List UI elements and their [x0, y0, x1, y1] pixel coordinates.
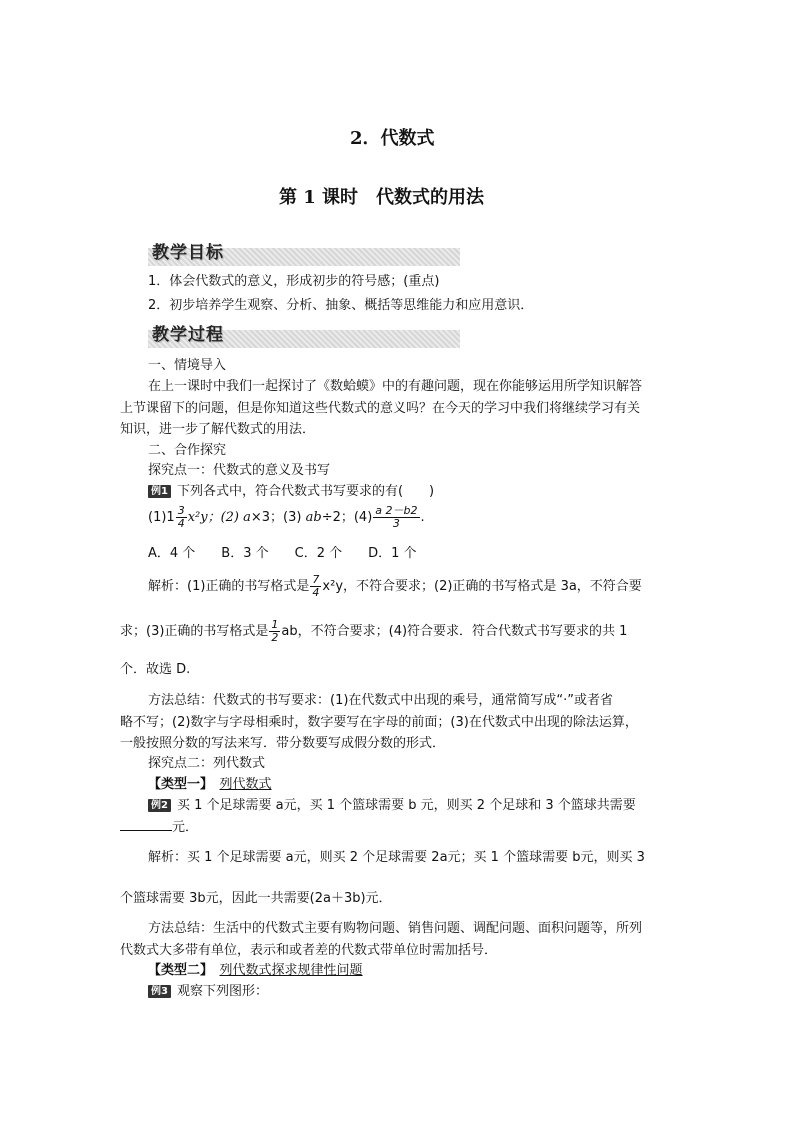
option1-denominator: 4 — [177, 517, 185, 530]
solution-text: 求；(3)正确的书写格式是 — [120, 624, 269, 639]
example2-solution-line: 解析：买 1 个足球需要 a元，则买 2 个足球需要 2a元；买 1 个篮球需要 b元，则买 3 — [148, 850, 645, 865]
type1-title: 列代数式 — [219, 777, 272, 792]
option3-rest: ÷2；(4) — [321, 510, 373, 525]
point1-heading: 探究点一：代数式的意义及书写 — [148, 463, 331, 478]
solution-fraction — [269, 619, 280, 644]
type2-heading — [148, 962, 363, 980]
method-summary-line: 方法总结：生活中的代数式主要有购物问题、销售问题、调配问题、面积问题等，所列 — [148, 921, 643, 936]
example2-badge: 例2 — [148, 799, 171, 812]
solution-denominator: 4 — [312, 586, 320, 599]
option1-numerator: 3 — [177, 504, 185, 517]
chapter-title: 2．代数式 — [350, 128, 435, 149]
solution-text: ab，不符合要求；(4)符合要求．符合代数式书写要求的共 1 — [281, 624, 628, 639]
goal-item: 1．体会代数式的意义，形成初步的符号感；(重点) — [148, 274, 440, 289]
solution-denominator: 2 — [271, 631, 279, 644]
example1-solution-line: 个．故选 D. — [120, 662, 191, 677]
example2-question-text: 买 1 个足球需要 a元，买 1 个篮球需要 b 元，则买 2 个足球和 3 个篮球共需要 — [176, 798, 636, 813]
example2-suffix: 元． — [172, 820, 199, 835]
solution-text: 解析：(1)正确的书写格式是 — [148, 579, 310, 594]
example3-question — [148, 983, 268, 1001]
example1-badge: 例1 — [148, 485, 171, 498]
goals-heading: 教学目标 — [152, 243, 224, 263]
intro-line: 上节课留下的问题，但是你知道这些代数式的意义吗？在今天的学习中我们将继续学习有关 — [120, 401, 641, 416]
intro-line: 知识，进一步了解代数式的用法． — [120, 422, 316, 437]
option2-rest: ×3；(3) — [250, 510, 306, 525]
type2-title: 列代数式探求规律性问题 — [219, 963, 363, 978]
option1-fraction — [176, 505, 187, 530]
type2-label: 【类型二】 — [148, 963, 207, 978]
example1-solution-line — [148, 574, 642, 599]
option4-numerator: a 2－b2 — [375, 504, 418, 517]
example1-choices: A．4 个 B．3 个 C．2 个 D．1 个 — [148, 546, 417, 561]
point2-heading: 探究点二：列代数式 — [148, 756, 266, 771]
option2-var: a — [243, 510, 251, 525]
goal-item: 2．初步培养学生观察、分析、抽象、概括等思维能力和应用意识． — [148, 298, 534, 313]
example2-solution-line: 个篮球需要 3b元，因此一共需要(2a＋3b)元． — [120, 891, 392, 906]
type1-heading — [148, 776, 272, 794]
method-summary-line: 一般按照分数的写法来写．带分数要写成假分数的形式． — [120, 736, 446, 751]
example1-question — [148, 483, 434, 501]
solution-numerator: 7 — [312, 573, 320, 586]
solution-numerator: 1 — [271, 618, 279, 631]
intro-heading: 一、情境导入 — [148, 358, 227, 373]
example2-question-line2 — [120, 818, 198, 837]
example1-solution-line — [120, 619, 627, 644]
solution-fraction — [310, 574, 321, 599]
example1-question-text: 下列各式中，符合代数式书写要求的有( ) — [176, 484, 435, 499]
method-summary-line: 方法总结：代数式的书写要求：(1)在代数式中出现的乘号，通常简写成“·”或者省 — [148, 693, 614, 708]
example3-question-text: 观察下列图形： — [176, 984, 268, 999]
type1-label: 【类型一】 — [148, 777, 207, 792]
example2-question — [148, 797, 636, 815]
answer-blank — [120, 818, 172, 831]
explore-heading: 二、合作探究 — [148, 443, 227, 458]
option3-var: ab — [305, 510, 322, 525]
method-summary-line: 代数式大多带有单位，表示和或者差的代数式带单位时需加括号． — [120, 943, 498, 958]
solution-text: x²y，不符合要求；(2)正确的书写格式是 3a，不符合要 — [322, 579, 642, 594]
intro-line: 在上一课时中我们一起探讨了《数蛤蟆》中的有趣问题，现在你能够运用所学知识解答 — [148, 379, 643, 394]
process-heading: 教学过程 — [152, 325, 224, 345]
option4-fraction — [373, 505, 419, 530]
example1-options: (1)1 $\frac{3}{4}$ x²y；(2) a×3；(3) ab÷2；(4) $\frac{a 2-b2}{3}$ . — [148, 504, 425, 530]
option1-var: x²y；(2) — [187, 510, 244, 525]
option1-prefix: (1)1 — [148, 510, 175, 525]
lesson-title: 第 1 课时 代数式的用法 — [279, 187, 485, 208]
example3-badge: 例3 — [148, 985, 171, 998]
method-summary-line: 略不写；(2)数字与字母相乘时，数字要写在字母的前面；(3)在代数式中出现的除法运算， — [120, 715, 638, 730]
option4-denominator: 3 — [392, 517, 400, 530]
